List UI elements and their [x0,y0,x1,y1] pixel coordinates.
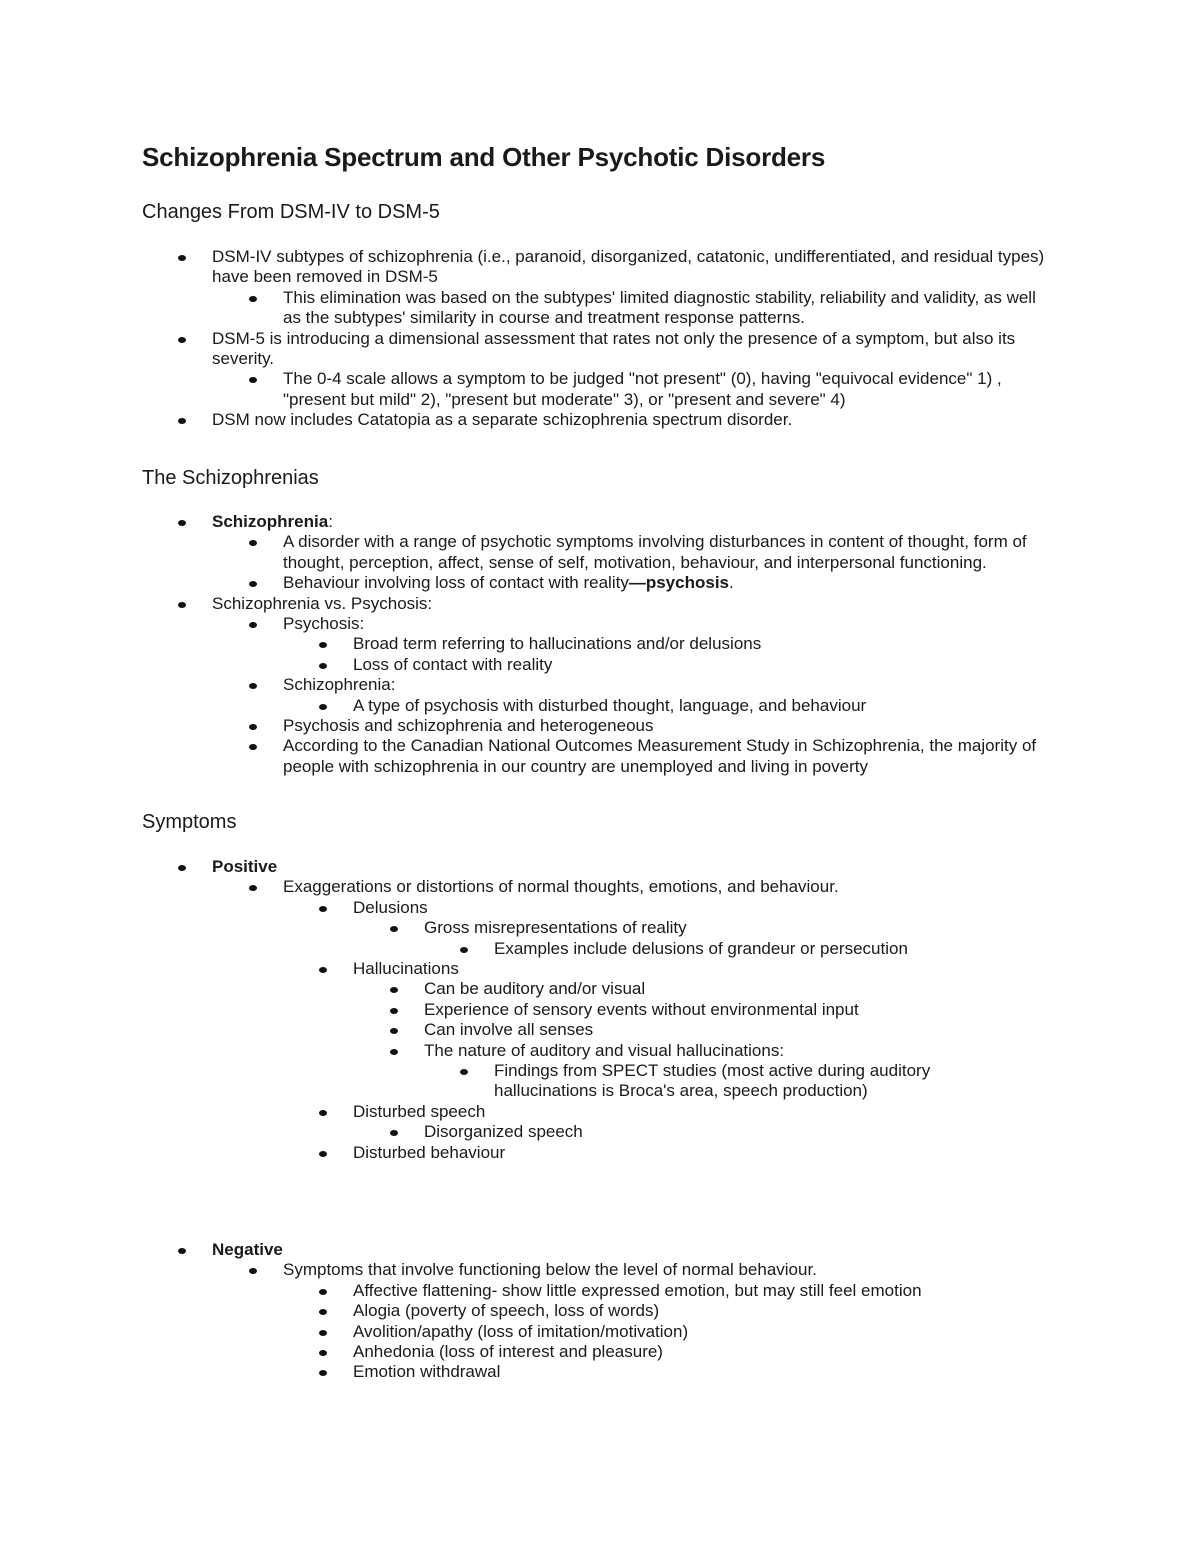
list-item: Gross misrepresentations of reality [0,918,1044,938]
list-item: Schizophrenia: [0,675,1058,695]
positive-symptoms-list [0,857,1058,1163]
section-heading-symptoms: Symptoms [142,811,237,833]
list-item: Findings from SPECT studies (most active during auditory hallucinations is Broca's area, speech production) [0,1061,974,1102]
list-item: Broad term referring to hallucinations and/or delusions [0,634,1053,654]
list-item: Disorganized speech [0,1122,1044,1142]
list-item: Affective flattening- show little expressed emotion, but may still feel emotion [0,1281,1053,1301]
list-item: Schizophrenia: [0,512,1052,532]
list-item: Psychosis: [0,614,1058,634]
list-item-negative: Negative [0,1240,1052,1260]
list-item: Anhedonia (loss of interest and pleasure) [0,1342,1053,1362]
list-item: Can be auditory and/or visual [0,979,1044,999]
list-item: Loss of contact with reality [0,655,1053,675]
list-item: Avolition/apathy (loss of imitation/motivation) [0,1322,1053,1342]
schizophrenias-list [0,512,1058,777]
list-item: Exaggerations or distortions of normal thoughts, emotions, and behaviour. [0,877,1058,897]
list-item: Symptoms that involve functioning below the level of normal behaviour. [0,1260,1058,1280]
list-item-positive: Positive [0,857,1052,877]
list-item: DSM-5 is introducing a dimensional assessment that rates not only the presence of a symptom, but also its severity. [0,329,1052,370]
list-item: Emotion withdrawal [0,1362,1053,1382]
list-item: Behaviour involving loss of contact with reality—psychosis. [0,573,1058,593]
list-item: This elimination was based on the subtypes' limited diagnostic stability, reliability and validity, as well as the subtypes' similarity in course and treatment response patterns. [0,288,1058,329]
list-item: Schizophrenia vs. Psychosis: [0,594,1052,614]
negative-symptoms-list [0,1240,1058,1383]
term-schizophrenia: Schizophrenia [212,512,329,531]
list-item: Delusions [0,898,1053,918]
list-item: DSM-IV subtypes of schizophrenia (i.e., paranoid, disorganized, catatonic, undifferentiated, and residual types) have been removed in DSM-5 [0,247,1052,288]
list-item: Alogia (poverty of speech, loss of words) [0,1301,1053,1321]
list-item: Examples include delusions of grandeur or persecution [0,939,974,959]
document-title: Schizophrenia Spectrum and Other Psychotic Disorders [142,142,826,172]
list-item: Psychosis and schizophrenia and heterogeneous [0,716,1058,736]
list-item: A disorder with a range of psychotic symptoms involving disturbances in content of thought, form of thought, perception, affect, sense of self, motivation, behaviour, and interpersonal functioning. [0,532,1058,573]
list-item: The nature of auditory and visual hallucinations: [0,1041,1044,1061]
changes-list [0,247,1058,431]
list-item: Hallucinations [0,959,1053,979]
list-item: Disturbed behaviour [0,1143,1053,1163]
list-item: Disturbed speech [0,1102,1053,1122]
section-heading-changes: Changes From DSM-IV to DSM-5 [142,201,440,223]
list-item: The 0-4 scale allows a symptom to be judged "not present" (0), having "equivocal evidence" 1) , "present but mild" 2), "present but moderate" 3), or "present and severe" 4) [0,369,1058,410]
list-item: Can involve all senses [0,1020,1044,1040]
list-item: A type of psychosis with disturbed thought, language, and behaviour [0,696,1053,716]
list-item: DSM now includes Catatopia as a separate schizophrenia spectrum disorder. [0,410,1052,430]
section-heading-schizophrenias: The Schizophrenias [142,467,319,489]
list-item: According to the Canadian National Outcomes Measurement Study in Schizophrenia, the majority of people with schizophrenia in our country are unemployed and living in poverty [0,736,1058,777]
term-psychosis: —psychosis [628,573,729,593]
list-item: Experience of sensory events without environmental input [0,1000,1044,1020]
